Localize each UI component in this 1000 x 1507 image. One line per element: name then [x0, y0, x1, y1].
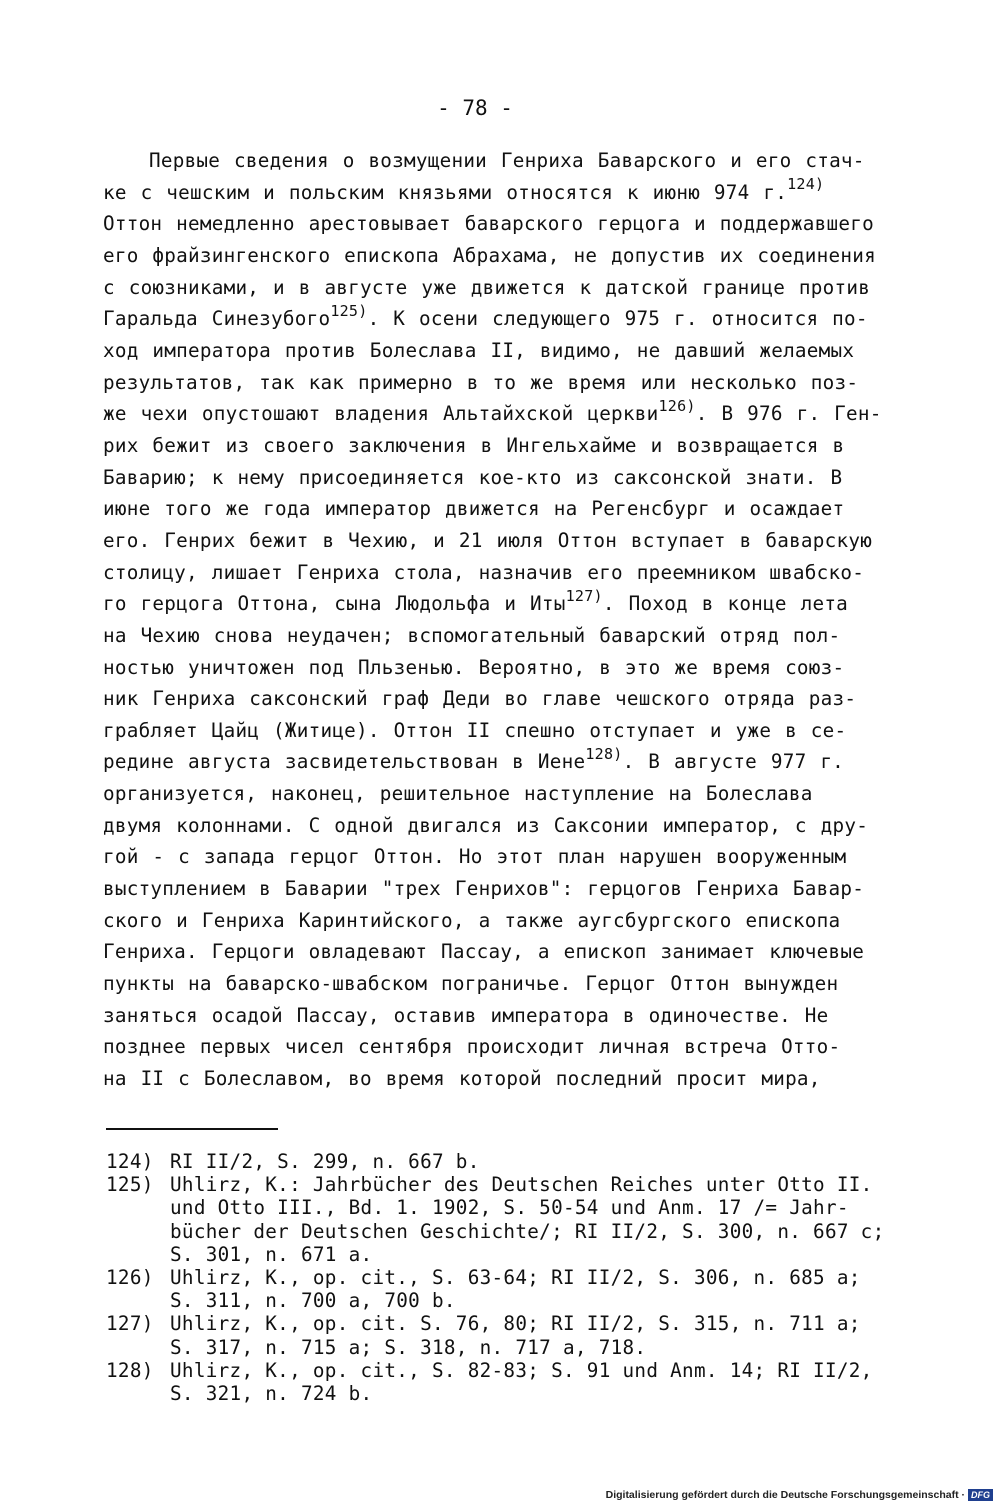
body-line-text: июне того же года император движется на Регенсбург и осаждает	[103, 497, 845, 521]
body-line-text: с союзниками, и в августе уже движется к датской границе против	[103, 275, 871, 299]
footnote-text	[170, 1150, 916, 1173]
body-line-text: столицу, лишает Генриха стола, назначив его преемником швабско-	[103, 560, 865, 584]
body-line-text: выступлением в Баварии "трех Генрихов": герцогов Генриха Бавар-	[103, 877, 865, 901]
body-line-text: го герцога Оттона, сына Людольфа и Иты	[103, 592, 566, 616]
body-line	[103, 1063, 903, 1095]
body-line-text: Гаральда Синезубого	[103, 307, 331, 331]
footnote-line: Uhlirz, K.: Jahrbücher des Deutschen Reiches unter Otto II.	[170, 1173, 873, 1197]
footnote-line: S. 321, n. 724 b.	[170, 1382, 373, 1406]
footnote	[106, 1266, 916, 1312]
footnote-number: 125)	[106, 1173, 154, 1197]
body-line	[103, 936, 903, 968]
footnote-text	[170, 1173, 916, 1266]
body-line-text: Генриха. Герцоги овладевают Пассау, а епископ занимает ключевые	[103, 940, 865, 964]
body-line-text: грабляет Цайц (Житице). Оттон II спешно отступает и уже в се-	[103, 718, 847, 742]
footnote-number: 126)	[106, 1266, 154, 1290]
body-line-text: Оттон немедленно арестовывает баварского герцога и поддержавшего	[103, 212, 874, 236]
body-line-text: его фрайзингенского епископа Абрахама, не допустив их соединения	[103, 243, 876, 267]
body-line-text: . В 976 г. Ген-	[695, 402, 882, 426]
body-line-text: рих бежит из своего заключения в Ингельхайме и возвращается в	[103, 433, 845, 457]
footnote-reference: 127)	[565, 586, 603, 605]
body-line	[103, 1000, 903, 1032]
body-line-text: результатов, так как примерно в то же время или несколько поз-	[103, 370, 859, 394]
footnote-line: Uhlirz, K., op. cit. S. 76, 80; RI II/2, S. 315, n. 711 a;	[170, 1312, 861, 1336]
body-line	[103, 968, 903, 1000]
body-line	[103, 1031, 903, 1063]
body-line	[103, 272, 903, 304]
footnote-line: RI II/2, S. 299, n. 667 b.	[170, 1150, 480, 1173]
body-line-text: ник Генриха саксонский граф Деди во главе чешского отряда раз-	[103, 687, 857, 711]
footnote	[106, 1150, 916, 1173]
body-line-text: ке с чешским и польским князьями относятся к июню 974 г.	[103, 180, 788, 204]
body-line	[103, 873, 903, 905]
body-line	[103, 905, 903, 937]
body-line	[103, 557, 903, 589]
footnote-line: und Otto III., Bd. 1. 1902, S. 50-54 und Anm. 17 /= Jahr-	[170, 1196, 849, 1220]
body-line	[103, 810, 903, 842]
footnote-reference: 125)	[330, 301, 368, 320]
footnote-line: bücher der Deutschen Geschichte/; RI II/2, S. 300, n. 667 c;	[170, 1219, 885, 1243]
footnote	[106, 1359, 916, 1405]
body-line	[103, 462, 903, 494]
footnote	[106, 1312, 916, 1358]
body-line	[103, 303, 903, 335]
body-line-text: . Поход в конце лета	[602, 592, 849, 616]
footnote-line: S. 317, n. 715 a; S. 318, n. 717 a, 718.	[170, 1335, 647, 1359]
footnote-reference: 126)	[658, 396, 696, 415]
footnote-line: S. 301, n. 671 a.	[170, 1242, 373, 1266]
footnote-divider	[106, 1128, 278, 1130]
body-line-text: ского и Генриха Каринтийского, а также аугсбургского епископа	[103, 908, 841, 932]
dfg-logo: DFG	[968, 1489, 993, 1501]
footnotes	[106, 1150, 916, 1405]
body-line	[103, 620, 903, 652]
body-line-text: его. Генрих бежит в Чехию, и 21 июля Оттон вступает в баварскую	[103, 528, 873, 552]
body-line	[103, 652, 903, 684]
footnote-number: 127)	[106, 1312, 154, 1336]
footnote-line: Uhlirz, K., op. cit., S. 82-83; S. 91 und Anm. 14; RI II/2,	[170, 1358, 873, 1382]
footnote-text	[170, 1312, 916, 1358]
footnote-text	[170, 1359, 916, 1405]
page-number: - 78 -	[437, 96, 513, 120]
body-line	[103, 525, 903, 557]
body-line-text: гой - с запада герцог Оттон. Но этот план нарушен вооруженным	[103, 845, 847, 869]
footnote-reference: 124)	[787, 174, 825, 193]
body-line	[103, 240, 903, 272]
body-line	[103, 683, 903, 715]
credit-text: Digitalisierung gefördert durch die Deutsche Forschungsgemeinschaft ·	[605, 1489, 965, 1501]
body-line	[103, 145, 903, 177]
body-line	[103, 398, 903, 430]
body-line-text: Первые сведения о возмущении Генриха Баварского и его стач-	[149, 149, 865, 172]
footnote-text	[170, 1266, 916, 1312]
footnote-number: 124)	[106, 1150, 154, 1173]
body-line-text: ход императора против Болеслава II, видимо, не давший желаемых	[103, 338, 855, 362]
footnote	[106, 1173, 916, 1266]
body-text	[103, 145, 903, 1095]
body-line	[103, 778, 903, 810]
body-line-text: на Чехию снова неудачен; вспомогательный баварский отряд пол-	[103, 623, 841, 647]
body-line-text: Баварию; к нему присоединяется кое-кто из саксонской знати. В	[103, 465, 843, 489]
body-line	[103, 367, 903, 399]
body-line-text: пункты на баварско-швабском пограничье. Герцог Оттон вынужден	[103, 972, 839, 996]
footnote-number: 128)	[106, 1358, 154, 1382]
body-line-text: . К осени следующего 975 г. относится по-	[367, 307, 868, 331]
body-line	[103, 335, 903, 367]
body-line-text: . В августе 977 г.	[622, 750, 845, 774]
body-line	[103, 588, 903, 620]
body-line-text: ностью уничтожен под Пльзенью. Вероятно, в это же время союз-	[103, 655, 845, 679]
body-line-text: редине августа засвидетельствован в Иене	[103, 750, 586, 774]
body-line	[103, 430, 903, 462]
body-line	[103, 208, 903, 240]
body-line	[103, 493, 903, 525]
footnote-line: Uhlirz, K., op. cit., S. 63-64; RI II/2, S. 306, n. 685 a;	[170, 1266, 861, 1290]
footnote-reference: 128)	[585, 744, 623, 763]
body-line-text: на II с Болеславом, во время которой последний просит мира,	[103, 1067, 821, 1091]
body-line-text: же чехи опустошают владения Альтайхской церкви	[103, 402, 659, 426]
body-line-text: позднее первых чисел сентября происходит личная встреча Отто-	[103, 1035, 841, 1059]
body-line-text: заняться осадой Пассау, оставив императора в одиночестве. Не	[103, 1003, 829, 1027]
digitization-credit	[606, 1489, 993, 1501]
footnote-line: S. 311, n. 700 a, 700 b.	[170, 1289, 456, 1313]
body-line	[103, 746, 903, 778]
body-line-text: двумя колоннами. С одной двигался из Саксонии император, с дру-	[103, 813, 869, 837]
body-line	[103, 841, 903, 873]
body-line-text: организуется, наконец, решительное наступление на Болеслава	[103, 782, 813, 806]
body-line	[103, 174, 903, 209]
body-line	[103, 715, 903, 747]
